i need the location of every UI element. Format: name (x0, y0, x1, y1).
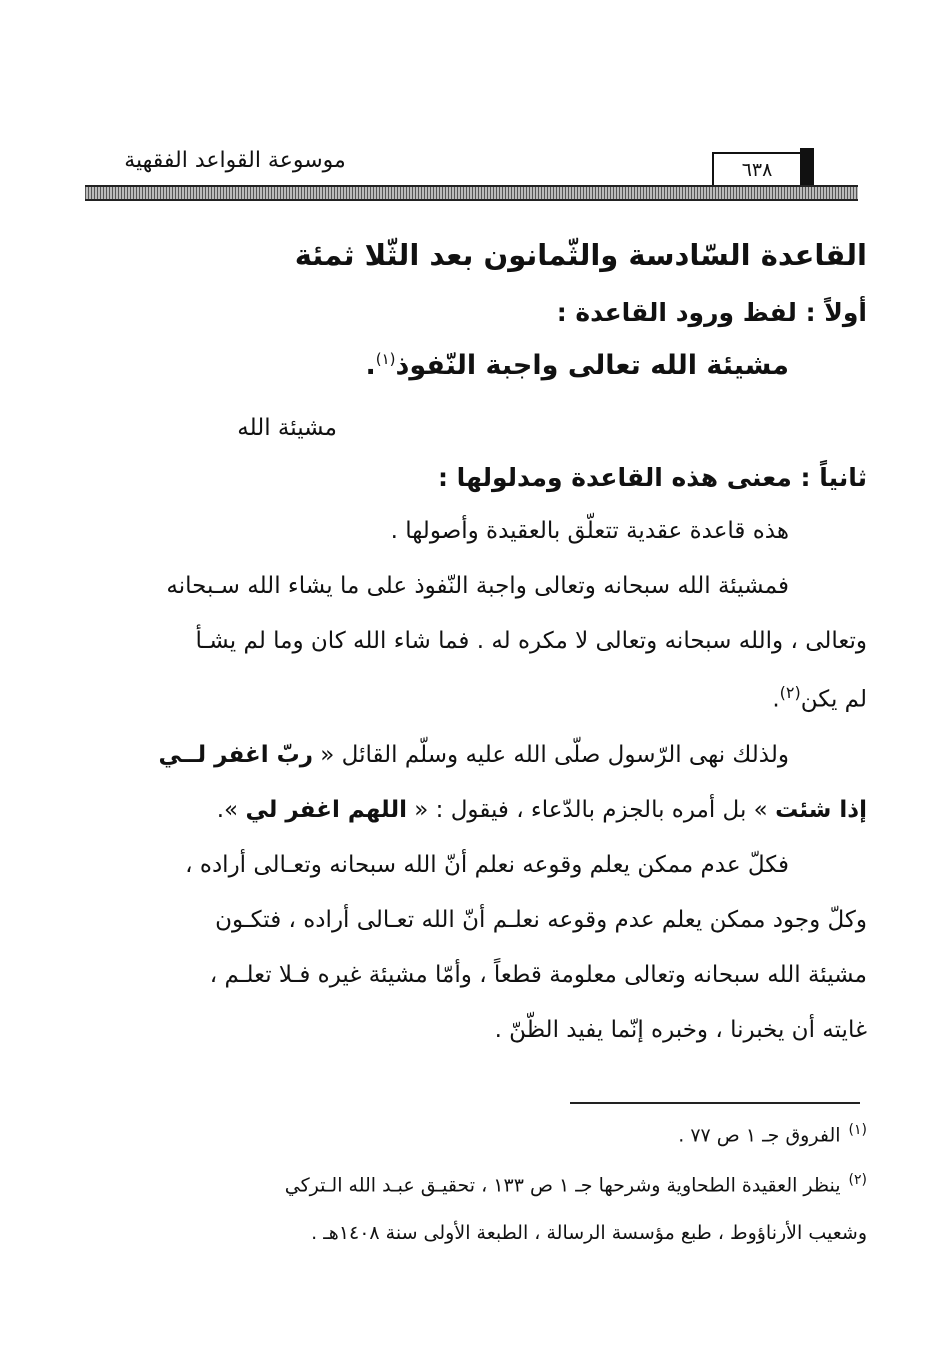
body-text: » بل أمره بالجزم بالدّعاء ، فيقول : « (406, 797, 776, 823)
footnote-2 (285, 1172, 867, 1196)
footnote-text: الفروق جـ ١ ص ٧٧ . (678, 1124, 841, 1147)
body-text: ولذلك نهى الرّسول صلّى الله عليه وسلّم القائل « (312, 742, 789, 768)
short-line: مشيئة الله (237, 415, 337, 441)
body-line: غايته أن يخبرنا ، وخبره إنّما يفيد الظّنّ . (494, 1017, 867, 1043)
footnote-2-continued: وشعيب الأرناؤوط ، طبع مؤسسة الرسالة ، الطبعة الأولى سنة ١٤٠٨هـ . (311, 1222, 867, 1244)
header-rule (85, 185, 858, 201)
footnote-1 (678, 1122, 867, 1146)
body-text: لم يكن (800, 686, 867, 713)
footnote-text: ينظر العقيدة الطحاوية وشرحها جـ ١ ص ١٣٣ ، تحقيـق عبـد الله الـتركي (284, 1174, 841, 1197)
body-line: مشيئة الله سبحانه وتعالى معلومة قطعاً ، وأمّا مشيئة غيره فـلا تعلـم ، (209, 962, 867, 988)
page-number: ٦٣٨ (712, 152, 802, 188)
hadith-quote: ربّ اغفر لــي (158, 742, 313, 768)
hadith-quote: إذا شئت (775, 797, 867, 823)
section-second-label: ثانياً : معنى هذه القاعدة ومدلولها : (437, 463, 867, 492)
rule-statement-text: مشيئة الله تعالى واجبة النّفوذ (395, 350, 789, 381)
footnote-separator (570, 1102, 860, 1104)
footnote-marker: (١) (848, 1122, 867, 1138)
body-line: فكلّ عدم ممكن يعلم وقوعه نعلم أنّ الله سبحانه وتعـالى أراده ، (185, 852, 789, 878)
footnote-ref-2: (٢) (779, 683, 801, 702)
running-header-title: موسوعة القواعد الفقهية (124, 148, 346, 173)
body-line: فمشيئة الله سبحانه وتعالى واجبة النّفوذ على ما يشاء الله سـبحانه (166, 573, 789, 599)
section-first-label: أولاً : لفظ ورود القاعدة : (556, 298, 867, 327)
rule-statement-end: . (365, 350, 376, 381)
body-text-end: ». (216, 797, 246, 823)
body-line: هذه قاعدة عقدية تتعلّق بالعقيدة وأصولها . (390, 518, 789, 544)
body-text-end: . (772, 686, 780, 713)
body-line: وتعالى ، والله سبحانه وتعالى لا مكره له . فما شاء الله كان وما لم يشـأ (195, 628, 867, 654)
body-line (85, 683, 867, 713)
body-line (85, 742, 789, 768)
footnote-ref-1: (١) (375, 350, 396, 368)
body-line (85, 797, 867, 823)
rule-heading: القاعدة السّادسة والثّمانون بعد الثّلا ثمئة (294, 238, 867, 272)
footnote-marker: (٢) (848, 1172, 867, 1188)
body-line: وكلّ وجود ممكن يعلم عدم وقوعه نعلـم أنّ الله تعـالى أراده ، فتكـون (215, 907, 867, 933)
rule-statement (85, 350, 789, 381)
dua-quote: اللهم اغفر لي (245, 797, 407, 823)
